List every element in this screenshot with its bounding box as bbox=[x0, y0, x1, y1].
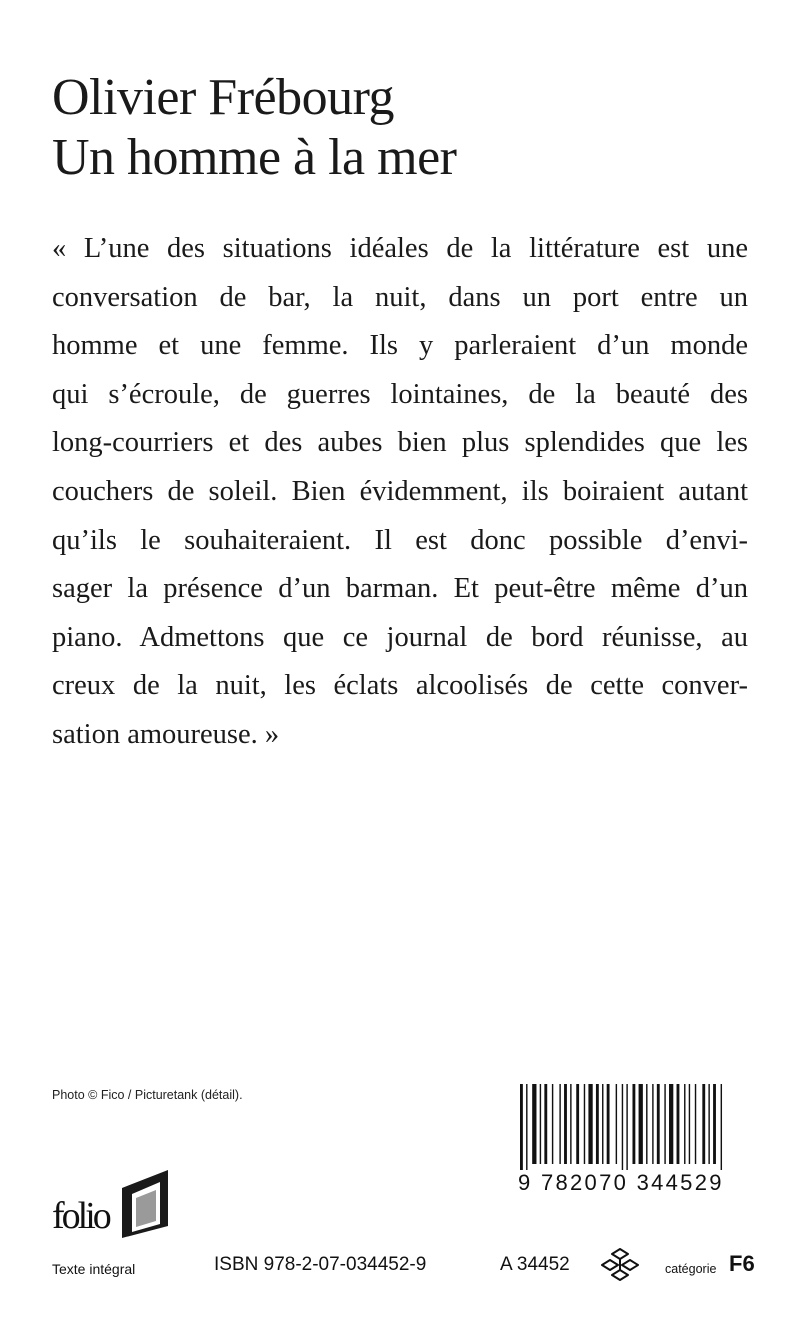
category-label: catégorie bbox=[665, 1262, 717, 1276]
folio-logo bbox=[52, 1168, 182, 1248]
barcode-bars bbox=[518, 1084, 764, 1170]
barcode-bar bbox=[664, 1084, 665, 1164]
barcode bbox=[518, 1084, 764, 1196]
blurb-line: homme et une femme. Ils y parleraient d’un monde bbox=[52, 330, 748, 362]
barcode-bar bbox=[708, 1084, 709, 1164]
author-name: Olivier Frébourg bbox=[52, 69, 394, 126]
barcode-bar bbox=[713, 1084, 716, 1164]
blurb-line: piano. Admettons que ce journal de bord réunisse, au bbox=[52, 621, 748, 653]
barcode-bar bbox=[602, 1084, 603, 1164]
blurb-line: long-courriers et des aubes bien plus splendides que les bbox=[52, 427, 748, 459]
isbn: ISBN 978-2-07-034452-9 bbox=[214, 1254, 427, 1275]
barcode-bar bbox=[721, 1084, 722, 1170]
barcode-bar bbox=[657, 1084, 660, 1164]
back-cover-blurb bbox=[52, 225, 748, 760]
barcode-digits: 9 782070 344529 bbox=[518, 1170, 724, 1195]
barcode-bar bbox=[520, 1084, 523, 1170]
blurb-line: sager la présence d’un barman. Et peut-être même d’un bbox=[52, 573, 748, 605]
blurb-line: qui s’écroule, de guerres lointaines, de la beauté des bbox=[52, 378, 748, 410]
barcode-bar bbox=[607, 1084, 610, 1164]
blurb-line: « L’une des situations idéales de la littérature est une bbox=[52, 233, 748, 264]
barcode-bar bbox=[596, 1084, 599, 1164]
barcode-bar bbox=[669, 1084, 673, 1164]
barcode-bar bbox=[702, 1084, 705, 1164]
barcode-bar bbox=[652, 1084, 653, 1164]
barcode-bar bbox=[677, 1084, 680, 1164]
barcode-bar bbox=[544, 1084, 547, 1164]
collection-label: Texte intégral bbox=[52, 1261, 136, 1277]
barcode-bar bbox=[552, 1084, 553, 1164]
blurb-line: couchers de soleil. Bien évidemment, ils boiraient autant bbox=[52, 475, 748, 507]
barcode-bar bbox=[639, 1084, 643, 1164]
barcode-bar bbox=[684, 1084, 685, 1164]
barcode-bar bbox=[584, 1084, 585, 1164]
title-block bbox=[52, 68, 752, 188]
barcode-bar bbox=[622, 1084, 623, 1170]
photo-credit: Photo © Fico / Picturetank (détail). bbox=[52, 1088, 243, 1102]
barcode-bar bbox=[646, 1084, 647, 1164]
barcode-bar bbox=[689, 1084, 690, 1164]
barcode-bar bbox=[532, 1084, 536, 1164]
barcode-bar bbox=[695, 1084, 696, 1164]
barcode-bar bbox=[540, 1084, 541, 1164]
barcode-bar bbox=[564, 1084, 567, 1164]
catalog-code: A 34452 bbox=[500, 1254, 570, 1275]
blurb-line: sation amoureuse. » bbox=[52, 718, 280, 750]
book-title: Un homme à la mer bbox=[52, 129, 457, 186]
stacked-books-icon bbox=[600, 1246, 640, 1282]
folio-page-mark-icon bbox=[118, 1168, 180, 1240]
barcode-bar bbox=[616, 1084, 617, 1164]
folio-wordmark: folio bbox=[52, 1195, 109, 1237]
blurb-line: conversation de bar, la nuit, dans un port entre un bbox=[52, 281, 748, 313]
barcode-bar bbox=[570, 1084, 571, 1164]
blurb-line: qu’ils le souhaiteraient. Il est donc possible d’envi- bbox=[52, 524, 748, 556]
barcode-bar bbox=[588, 1084, 592, 1164]
blurb-line: creux de la nuit, les éclats alcoolisés de cette conver- bbox=[52, 670, 748, 702]
barcode-bar bbox=[632, 1084, 635, 1164]
category-code: F6 bbox=[729, 1251, 755, 1276]
barcode-bar bbox=[559, 1084, 560, 1164]
barcode-bar bbox=[526, 1084, 527, 1170]
barcode-bar bbox=[626, 1084, 627, 1170]
barcode-bar bbox=[576, 1084, 579, 1164]
